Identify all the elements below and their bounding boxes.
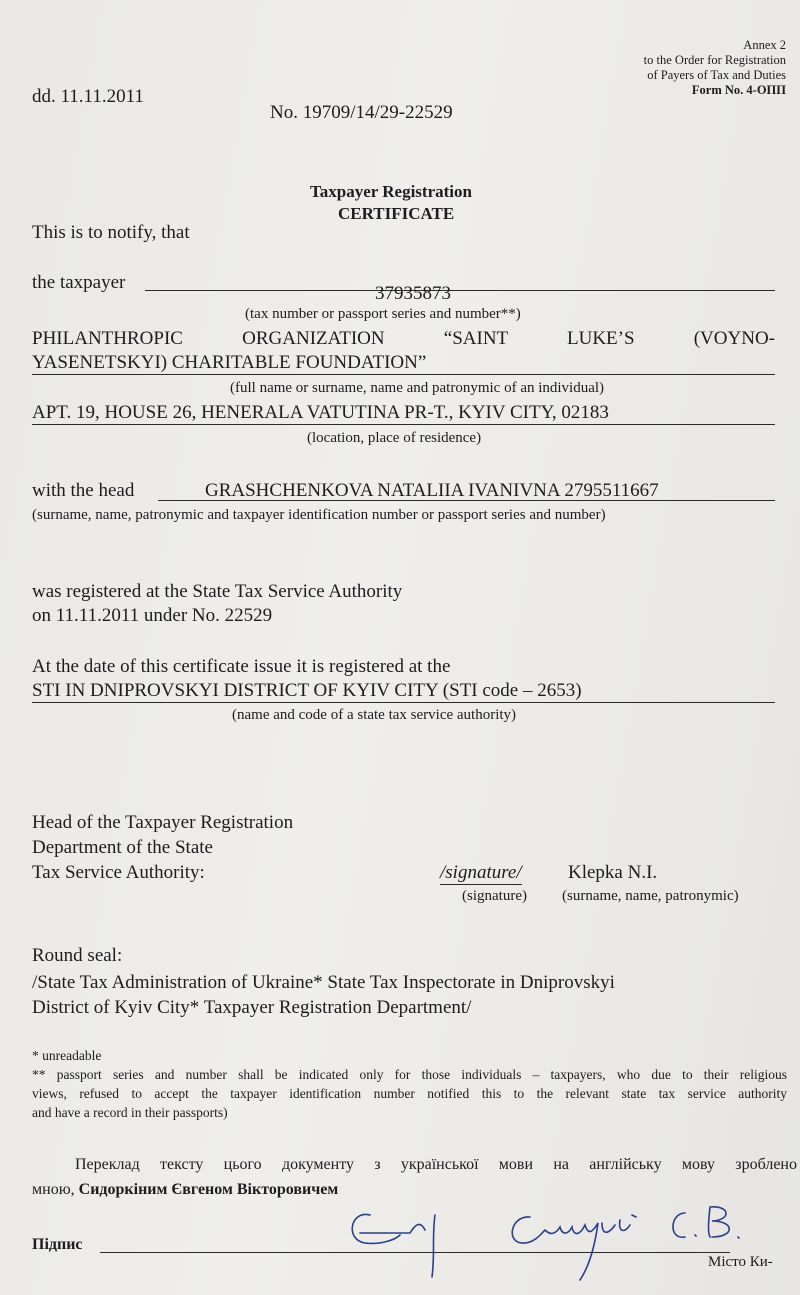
- org-name-line2: YASENETSKYI) CHARITABLE FOUNDATION”: [32, 352, 775, 375]
- head-label: with the head: [32, 480, 135, 501]
- address: APT. 19, HOUSE 26, HENERALA VATUTINA PR-T., KYIV CITY, 02183: [32, 402, 775, 425]
- sti-name: STI IN DNIPROVSKYI DISTRICT OF KYIV CITY (STI code – 2653): [32, 680, 775, 703]
- address-caption: (location, place of residence): [307, 430, 482, 446]
- translator-name: Сидоркіним Євгеном Вікторовичем: [78, 1181, 339, 1198]
- footnote-2-line: ** passport series and number shall be indicated only for those individuals – taxpayers, who due to their religious: [32, 1067, 787, 1082]
- sign-label: Підпис: [32, 1236, 83, 1253]
- name-caption: (surname, name, patronymic): [562, 888, 739, 904]
- org-name-line1: PHILANTHROPIC ORGANIZATION “SAINT LUKE’S (VOYNO-: [32, 328, 775, 349]
- signature-caption: (signature): [462, 888, 527, 904]
- footnote-1: * unreadable: [32, 1048, 102, 1063]
- footnotes: [32, 1046, 787, 1122]
- translation-prefix: мною,: [32, 1181, 75, 1198]
- notify-text: This is to notify, that: [32, 222, 190, 243]
- seal-text-line1: /State Tax Administration of Ukraine* State Tax Inspectorate in Dniprovskyi: [32, 972, 615, 993]
- title-line2: CERTIFICATE: [338, 204, 455, 223]
- registered-line1: was registered at the State Tax Service Authority: [32, 581, 403, 602]
- head-value: GRASHCHENKOVA NATALIIA IVANIVNA 2795511667: [205, 480, 659, 501]
- form-number: Form No. 4-ОПП: [691, 83, 786, 97]
- annex-line: Annex 2: [743, 38, 786, 52]
- at-date-text: At the date of this certificate issue it is registered at the: [32, 656, 451, 677]
- signoff-line2: Department of the State: [32, 837, 213, 858]
- seal-label: Round seal:: [32, 945, 123, 966]
- taxpayer-number-caption: (tax number or passport series and number**): [245, 306, 521, 322]
- sti-caption: (name and code of a state tax service authority): [232, 707, 517, 723]
- signature-placeholder: /signature/: [440, 862, 522, 883]
- issue-date: dd. 11.11.2011: [32, 86, 144, 107]
- translation-line2: [32, 1181, 338, 1199]
- title-line1: Taxpayer Registration: [310, 182, 472, 201]
- signoff-line1: Head of the Taxpayer Registration: [32, 812, 294, 833]
- footnote-2-line: views, refused to accept the taxpayer identification number notified this to the relevant state tax service authority: [32, 1086, 787, 1101]
- taxpayer-underline: [145, 290, 775, 291]
- head-caption: (surname, name, patronymic and taxpayer identification number or passport series and number): [32, 507, 606, 523]
- city-text: Місто Ки-: [708, 1254, 773, 1270]
- annex-note: [644, 38, 786, 98]
- taxpayer-label: the taxpayer: [32, 272, 126, 293]
- taxpayer-number: 37935873: [375, 283, 451, 304]
- translation-line1: Переклад тексту цього документу з української мови на англійську мову зроблено: [75, 1156, 797, 1173]
- seal-text-line2: District of Kyiv City* Taxpayer Registration Department/: [32, 997, 472, 1018]
- annex-line: to the Order for Registration: [643, 53, 786, 67]
- annex-line: of Payers of Tax and Duties: [647, 68, 786, 82]
- signoff-line3: Tax Service Authority:: [32, 862, 205, 883]
- org-name-caption: (full name or surname, name and patronymic of an individual): [230, 380, 605, 396]
- registered-line2: on 11.11.2011 under No. 22529: [32, 605, 273, 626]
- handwritten-signature: [340, 1195, 780, 1285]
- signatory-name: Klepka N.I.: [568, 862, 658, 883]
- certificate-number: No. 19709/14/29-22529: [270, 102, 453, 123]
- footnote-2-line: and have a record in their passports): [32, 1105, 228, 1120]
